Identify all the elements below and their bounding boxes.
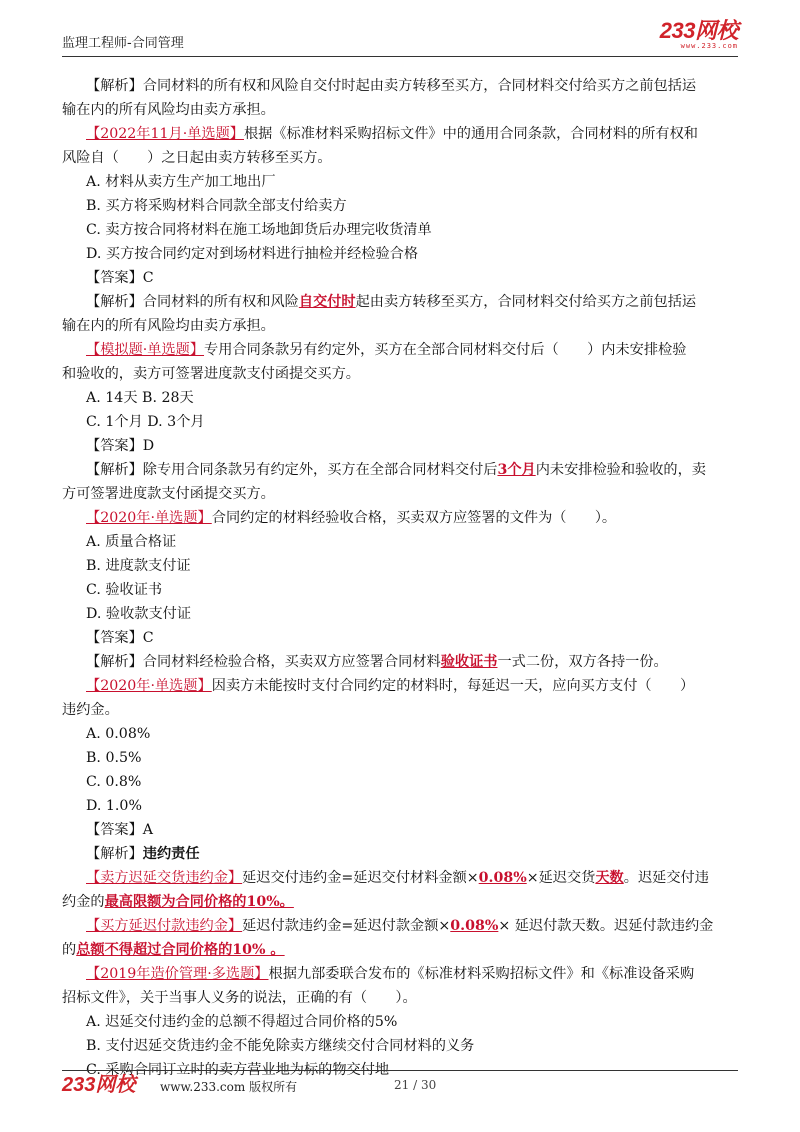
text-run: 和验收的，卖方可签署进度款支付函提交买方。 bbox=[62, 366, 360, 382]
text-line bbox=[62, 962, 738, 986]
option-line bbox=[62, 530, 738, 554]
text-line bbox=[62, 122, 738, 146]
header-divider bbox=[62, 56, 738, 57]
logo-text: 233网校 bbox=[659, 18, 738, 43]
text-line bbox=[62, 290, 738, 314]
question-tag: 【模拟题·单选题】 bbox=[86, 342, 205, 358]
text-line bbox=[62, 698, 738, 722]
text-line bbox=[62, 338, 738, 362]
text-run: 根据九部委联合发布的《标准材料采购招标文件》和《标准设备采购 bbox=[268, 966, 695, 982]
text-run: 的 bbox=[62, 942, 77, 958]
text-run: 【解析】合同材料的所有权和风险自交付时起由卖方转移至买方，合同材料交付给买方之前包括运 bbox=[86, 78, 697, 94]
option-line bbox=[62, 410, 738, 434]
highlight-keyword: 3个月 bbox=[497, 462, 536, 478]
text-line bbox=[62, 650, 738, 674]
text-line bbox=[62, 314, 738, 338]
text-run: B. 支付迟延交货违约金不能免除卖方继续交付合同材料的义务 bbox=[86, 1038, 475, 1054]
text-run: 【解析】除专用合同条款另有约定外，买方在全部合同材料交付后 bbox=[86, 462, 498, 478]
text-line bbox=[62, 626, 738, 650]
option-line bbox=[62, 722, 738, 746]
text-line bbox=[62, 674, 738, 698]
page-header bbox=[62, 20, 738, 54]
document-title: 监理工程师-合同管理 bbox=[62, 36, 184, 51]
text-line bbox=[62, 98, 738, 122]
text-run: 【解析】合同材料的所有权和风险 bbox=[86, 294, 299, 310]
text-line bbox=[62, 434, 738, 458]
question-tag: 【买方延迟付款违约金】 bbox=[86, 918, 243, 934]
text-run: D. 1.0% bbox=[86, 798, 142, 814]
text-line bbox=[62, 890, 738, 914]
question-tag: 【2020年·单选题】 bbox=[86, 678, 212, 694]
text-line bbox=[62, 74, 738, 98]
text-run: 合同约定的材料经验收合格，买卖双方应签署的文件为（ ）。 bbox=[211, 510, 617, 526]
text-line bbox=[62, 866, 738, 890]
text-run: 内未安排检验和验收的，卖 bbox=[535, 462, 706, 478]
option-line bbox=[62, 578, 738, 602]
text-run: D. 验收款支付证 bbox=[86, 606, 192, 622]
page-number: 21 / 30 bbox=[394, 1078, 437, 1092]
copyright-text: www.233.com 版权所有 bbox=[160, 1080, 298, 1094]
text-line bbox=[62, 938, 738, 962]
page-footer bbox=[62, 1074, 738, 1098]
text-run: 【答案】D bbox=[86, 438, 155, 454]
text-run: 专用合同条款另有约定外，买方在全部合同材料交付后（ ）内未安排检验 bbox=[204, 342, 687, 358]
highlight-keyword: 天数 bbox=[595, 870, 624, 886]
text-run: A. 质量合格证 bbox=[86, 534, 177, 550]
text-run: 约金的 bbox=[62, 894, 105, 910]
bold-text: 违约责任 bbox=[142, 846, 200, 862]
text-run: 违约金。 bbox=[62, 702, 119, 718]
text-run: D. 买方按合同约定对到场材料进行抽检并经检验合格 bbox=[86, 246, 419, 262]
footer-divider bbox=[62, 1070, 738, 1071]
highlight-keyword: 验收证书 bbox=[440, 654, 498, 670]
text-run: × 延迟付款天数。迟延付款违约金 bbox=[498, 918, 714, 934]
option-line bbox=[62, 170, 738, 194]
text-run: 输在内的所有风险均由卖方承担。 bbox=[62, 102, 275, 118]
site-logo[interactable] bbox=[660, 20, 738, 50]
option-line bbox=[62, 194, 738, 218]
text-line bbox=[62, 818, 738, 842]
text-line bbox=[62, 458, 738, 482]
text-run: C. 采购合同订立时的卖方营业地为标的物交付地 bbox=[86, 1062, 390, 1078]
text-line bbox=[62, 842, 738, 866]
text-run: B. 0.5% bbox=[86, 750, 142, 766]
text-run: 【答案】C bbox=[86, 270, 154, 286]
text-run: C. 0.8% bbox=[86, 774, 142, 790]
text-run: 风险自（ ）之日起由卖方转移至买方。 bbox=[62, 150, 332, 166]
highlight-keyword: 0.08% bbox=[450, 918, 499, 934]
option-line bbox=[62, 770, 738, 794]
option-line bbox=[62, 1034, 738, 1058]
option-line bbox=[62, 794, 738, 818]
option-line bbox=[62, 1010, 738, 1034]
text-run: 一式二份，双方各持一份。 bbox=[497, 654, 668, 670]
text-line bbox=[62, 482, 738, 506]
text-run: 延迟交付违约金=延迟交付材料金额× bbox=[242, 870, 479, 886]
text-run: A. 材料从卖方生产加工地出厂 bbox=[86, 174, 276, 190]
text-run: 【解析】 bbox=[86, 846, 143, 862]
text-run: B. 进度款支付证 bbox=[86, 558, 191, 574]
footer-logo[interactable]: 233网校 bbox=[62, 1074, 136, 1096]
text-run: 。迟延交付违 bbox=[623, 870, 709, 886]
highlight-keyword: 总额不得超过合同价格的10% 。 bbox=[76, 942, 285, 958]
text-line bbox=[62, 362, 738, 386]
option-line bbox=[62, 602, 738, 626]
highlight-keyword: 0.08% bbox=[478, 870, 527, 886]
text-line bbox=[62, 914, 738, 938]
option-line bbox=[62, 386, 738, 410]
logo-url: www.233.com bbox=[680, 42, 738, 50]
option-line bbox=[62, 746, 738, 770]
text-run: A. 14天 B. 28天 bbox=[86, 390, 194, 406]
text-line bbox=[62, 146, 738, 170]
text-run: C. 1个月 D. 3个月 bbox=[86, 414, 205, 430]
document-body bbox=[62, 74, 738, 1082]
text-run: 招标文件》，关于当事人义务的说法，正确的有（ ）。 bbox=[62, 990, 417, 1006]
text-run: C. 卖方按合同将材料在施工场地卸货后办理完收货清单 bbox=[86, 222, 432, 238]
text-run: 根据《标准材料采购招标文件》中的通用合同条款，合同材料的所有权和 bbox=[243, 126, 698, 142]
option-line bbox=[62, 554, 738, 578]
option-line bbox=[62, 242, 738, 266]
question-tag: 【卖方迟延交货违约金】 bbox=[86, 870, 243, 886]
text-run: 延迟付款违约金=延迟付款金额× bbox=[242, 918, 451, 934]
text-run: 方可签署进度款支付函提交买方。 bbox=[62, 486, 275, 502]
text-run: C. 验收证书 bbox=[86, 582, 163, 598]
text-run: 因卖方未能按时支付合同约定的材料时，每延迟一天，应向买方支付（ ） bbox=[211, 678, 695, 694]
text-run: ×延迟交货 bbox=[526, 870, 596, 886]
text-run: A. 迟延交付违约金的总额不得超过合同价格的5% bbox=[86, 1014, 398, 1030]
text-run: A. 0.08% bbox=[86, 726, 151, 742]
text-run: 【答案】A bbox=[86, 822, 153, 838]
highlight-keyword: 最高限额为合同价格的10%。 bbox=[104, 894, 294, 910]
text-line bbox=[62, 986, 738, 1010]
option-line bbox=[62, 218, 738, 242]
question-tag: 【2020年·单选题】 bbox=[86, 510, 212, 526]
text-run: 【解析】合同材料经检验合格，买卖双方应签署合同材料 bbox=[86, 654, 441, 670]
question-tag: 【2022年11月·单选题】 bbox=[86, 126, 244, 142]
text-run: 起由卖方转移至买方，合同材料交付给买方之前包括运 bbox=[355, 294, 697, 310]
text-run: B. 买方将采购材料合同款全部支付给卖方 bbox=[86, 198, 347, 214]
highlight-keyword: 自交付时 bbox=[298, 294, 356, 310]
text-line bbox=[62, 506, 738, 530]
text-run: 输在内的所有风险均由卖方承担。 bbox=[62, 318, 275, 334]
text-run: 【答案】C bbox=[86, 630, 154, 646]
question-tag: 【2019年造价管理·多选题】 bbox=[86, 966, 269, 982]
text-line bbox=[62, 266, 738, 290]
